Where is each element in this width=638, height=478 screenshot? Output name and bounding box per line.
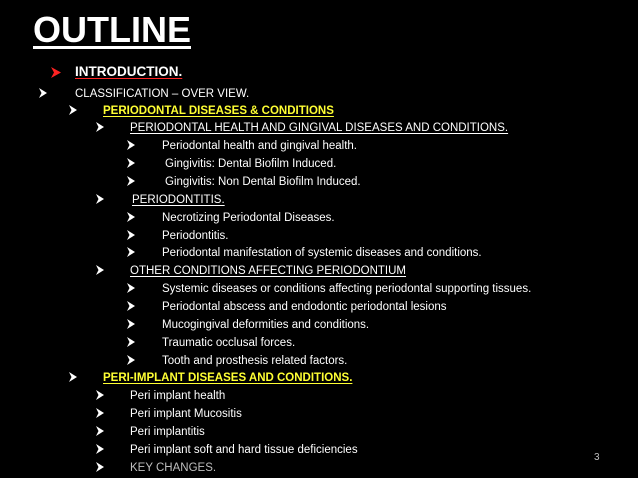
arrow-bullet-icon	[126, 175, 136, 189]
outline-item-label: Peri implant soft and hard tissue deficiencies	[130, 444, 358, 456]
arrow-bullet-icon	[126, 282, 136, 296]
arrow-bullet-icon	[95, 461, 105, 475]
outline-item-label: Tooth and prosthesis related factors.	[162, 355, 348, 367]
page-number: 3	[594, 452, 600, 463]
outline-item-label: PERIODONTAL HEALTH AND GINGIVAL DISEASES AND CONDITIONS.	[130, 122, 509, 134]
outline-item-label: Periodontal health and gingival health.	[162, 140, 358, 152]
outline-item-label: Peri implant health	[130, 390, 226, 402]
arrow-bullet-icon	[68, 371, 78, 385]
arrow-bullet-icon	[95, 193, 105, 207]
arrow-bullet-icon	[95, 407, 105, 421]
outline-item-label: CLASSIFICATION – OVER VIEW.	[75, 88, 250, 100]
arrow-bullet-icon	[126, 139, 136, 153]
outline-item-label: Gingivitis: Non Dental Biofilm Induced.	[165, 176, 361, 188]
arrow-bullet-icon	[126, 157, 136, 171]
arrow-bullet-icon	[95, 425, 105, 439]
outline-item-label: Gingivitis: Dental Biofilm Induced.	[165, 158, 337, 170]
outline-item-label: Periodontitis.	[162, 230, 229, 242]
arrow-bullet-icon	[95, 443, 105, 457]
outline-item-label: Traumatic occlusal forces.	[162, 337, 296, 349]
arrow-bullet-icon	[95, 121, 105, 135]
arrow-bullet-icon	[126, 354, 136, 368]
arrow-bullet-icon	[95, 389, 105, 403]
outline-item-label: Periodontal manifestation of systemic diseases and conditions.	[162, 247, 482, 259]
arrow-bullet-icon	[68, 104, 78, 118]
outline-item-label: INTRODUCTION.	[75, 64, 183, 79]
outline-item-label: Systemic diseases or conditions affecting periodontal supporting tissues.	[162, 283, 532, 295]
arrow-bullet-icon	[38, 87, 48, 101]
outline-item-label: Mucogingival deformities and conditions.	[162, 319, 370, 331]
outline-item-label: PERIODONTAL DISEASES & CONDITIONS	[103, 105, 334, 117]
outline-item-label: PERIODONTITIS.	[132, 194, 225, 206]
arrow-bullet-icon	[126, 300, 136, 314]
outline-item-label: Peri implantitis	[130, 426, 205, 438]
outline-item-label: PERI-IMPLANT DISEASES AND CONDITIONS.	[103, 372, 353, 384]
outline-item-label: KEY CHANGES.	[130, 462, 217, 474]
outline-item-label: OTHER CONDITIONS AFFECTING PERIODONTIUM	[130, 265, 407, 277]
arrow-bullet-icon	[126, 336, 136, 350]
outline-item-label: Peri implant Mucositis	[130, 408, 242, 420]
arrow-bullet-icon	[126, 211, 136, 225]
arrow-bullet-icon	[126, 246, 136, 260]
arrow-bullet-icon	[95, 264, 105, 278]
outline-item-label: Periodontal abscess and endodontic periodontal lesions	[162, 301, 447, 313]
arrow-bullet-icon	[126, 318, 136, 332]
slide-title: OUTLINE	[33, 9, 191, 50]
arrow-bullet-icon	[50, 66, 60, 80]
arrow-bullet-icon	[126, 229, 136, 243]
outline-item-label: Necrotizing Periodontal Diseases.	[162, 212, 335, 224]
